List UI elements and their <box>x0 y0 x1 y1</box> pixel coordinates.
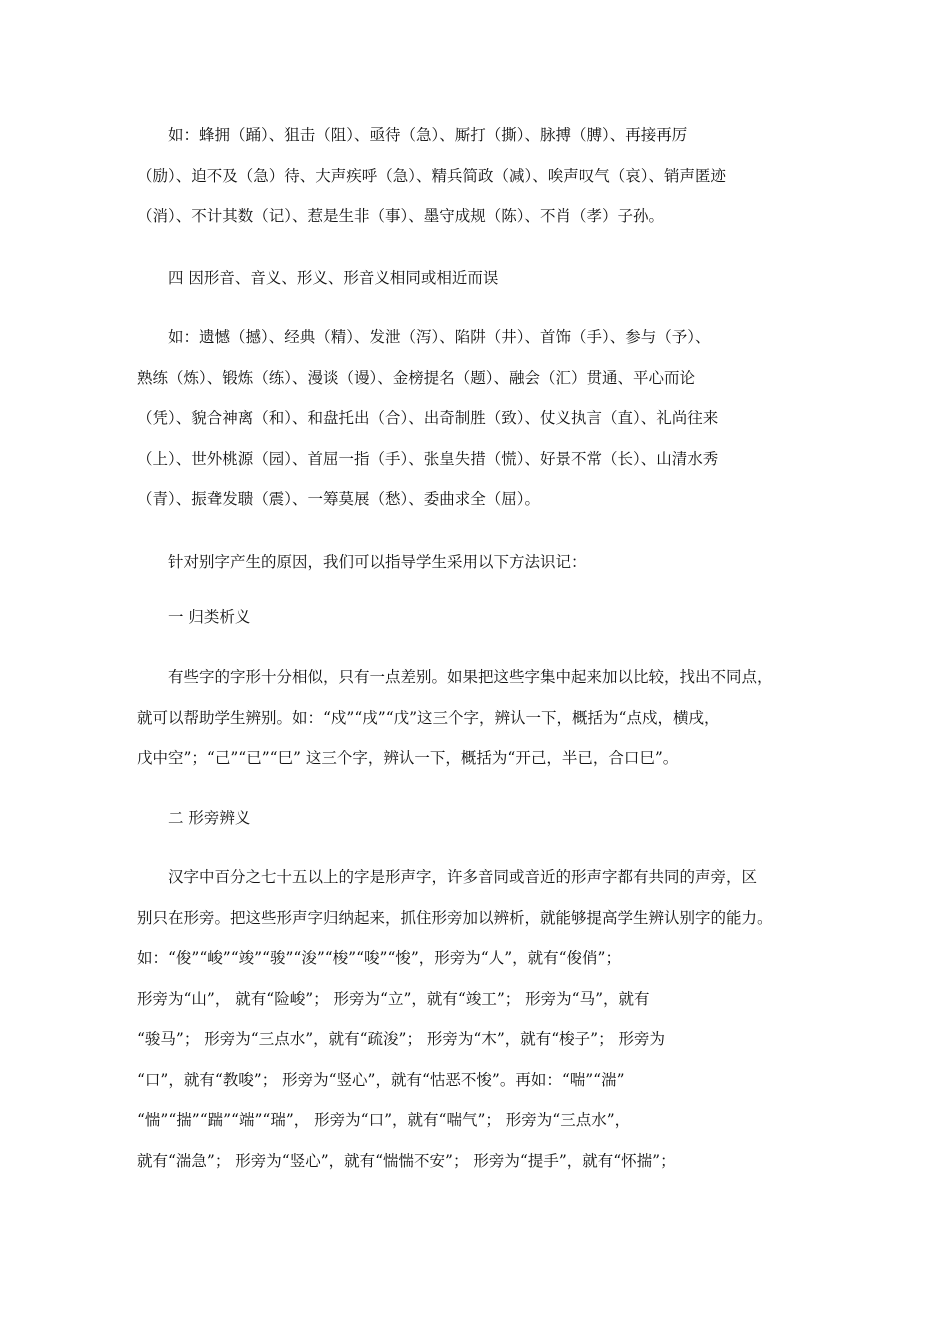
text-line: （凭）、貌合神离（和）、和盘托出（合）、出奇制胜（致）、仗义执言（直）、礼尚往来 <box>137 409 719 427</box>
method-1-body <box>137 657 817 779</box>
text-line: （励）、迫不及（急）待、大声疾呼（急）、精兵简政（减）、唉声叹气（哀）、销声匿迹 <box>137 166 727 185</box>
text-line: 熟练（炼）、锻炼（练）、漫谈（谩）、金榜提名（题）、融会（汇）贯通、平心而论 <box>137 368 696 387</box>
text-line: （上）、世外桃源（园）、首屈一指（手）、张皇失措（慌）、好景不常（长）、山清水秀 <box>137 449 719 468</box>
examples-paragraph-3 <box>137 115 817 237</box>
section-heading-4: 四 因形音、音义、形义、形音义相同或相近而误 <box>168 269 499 287</box>
text-line: “惴”“揣”“踹”“端”“瑞”， 形旁为“口”，就有“喘气”； 形旁为“三点水”， <box>137 1111 631 1129</box>
method-2-body <box>137 857 817 1181</box>
method-2-title: 二 形旁辨义 <box>168 809 251 827</box>
methods-intro: 针对别字产生的原因，我们可以指导学生采用以下方法识记： <box>168 553 587 571</box>
text-line: 如：“俊”“峻”“竣”“骏”“浚”“梭”“唆”“悛”，形旁为“人”，就有“俊俏”； <box>137 949 621 967</box>
text-line: 如：蜂拥（踊）、狙击（阻）、亟待（急）、厮打（撕）、脉搏（膊）、再接再厉 <box>168 126 688 144</box>
text-line: “骏马”； 形旁为“三点水”，就有“疏浚”； 形旁为“木”，就有“梭子”； 形旁为 <box>137 1030 666 1048</box>
text-line: 形旁为“山”， 就有“险峻”； 形旁为“立”，就有“竣工”； 形旁为“马”，就有 <box>137 989 650 1008</box>
text-line: 就可以帮助学生辨别。如：“戍”“戌”“戊”这三个字，辨认一下，概括为“点戍，横戌， <box>137 708 720 727</box>
method-1-title: 一 归类析义 <box>168 608 251 626</box>
text-line: 汉字中百分之七十五以上的字是形声字，许多音同或音近的形声字都有共同的声旁，区 <box>168 868 758 886</box>
text-line: 如：遗憾（撼）、经典（精）、发泄（泻）、陷阱（井）、首饰（手）、参与（予）、 <box>168 328 711 346</box>
text-line: 有些字的字形十分相似，只有一点差别。如果把这些字集中起来加以比较，找出不同点， <box>168 668 773 686</box>
text-line: 就有“湍急”； 形旁为“竖心”，就有“惴惴不安”； 形旁为“提手”，就有“怀揣”； <box>137 1151 676 1170</box>
text-line: （青）、振聋发聩（震）、一筹莫展（愁）、委曲求全（屈）。 <box>137 490 541 508</box>
text-line: （消）、不计其数（记）、惹是生非（事）、墨守成规（陈）、不肖（孝）子孙。 <box>137 207 665 225</box>
text-line: “口”，就有“教唆”； 形旁为“竖心”，就有“怙恶不悛”。再如：“喘”“湍” <box>137 1070 625 1089</box>
examples-paragraph-4 <box>137 317 817 520</box>
text-line: 别只在形旁。把这些形声字归纳起来，抓住形旁加以辨析，就能够提高学生辨认别字的能力。 <box>137 908 773 927</box>
text-line: 戊中空”；“己”“已”“巳” 这三个字，辨认一下，概括为“开己，半已，合口巳”。 <box>137 749 679 767</box>
